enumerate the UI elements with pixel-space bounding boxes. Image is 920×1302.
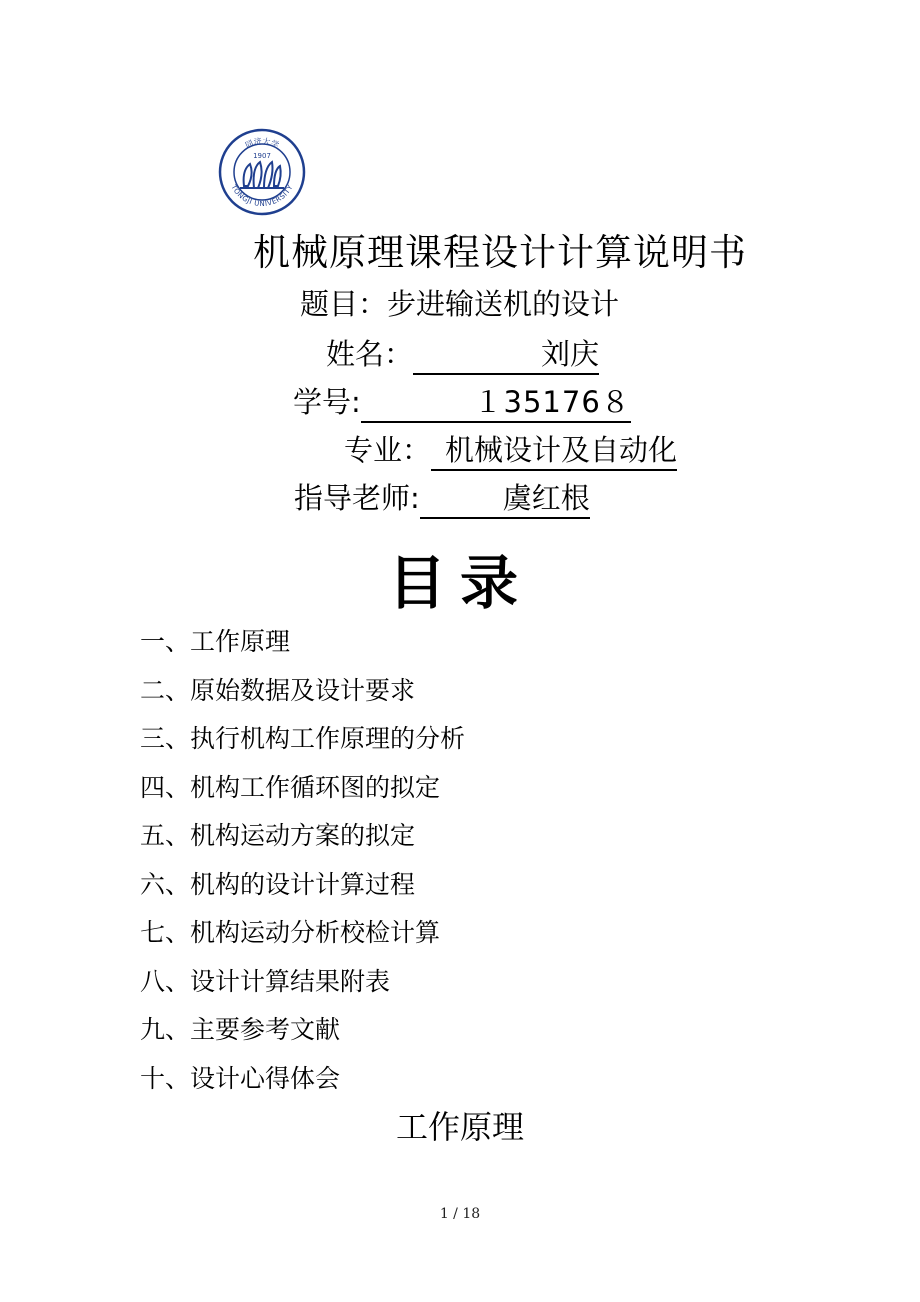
toc-item: 九、主要参考文献 (140, 1015, 341, 1044)
document-title: 机械原理课程设计计算说明书 (253, 231, 747, 274)
student-id-row (293, 382, 631, 423)
major-row (344, 430, 677, 471)
toc-item: 一、工作原理 (140, 627, 291, 656)
toc-item: 八、设计计算结果附表 (140, 966, 391, 996)
student-id-value: １35176８ (361, 384, 631, 423)
name-label: 姓名： (326, 337, 414, 371)
toc-item: 六、机构的设计计算过程 (140, 869, 416, 899)
name-row (326, 334, 599, 375)
advisor-label: 指导老师: (294, 481, 420, 515)
toc-item: 二、原始数据及设计要求 (140, 675, 416, 705)
student-id-label: 学号: (293, 385, 361, 419)
topic-row (300, 284, 619, 324)
toc-item: 十、设计心得体会 (140, 1063, 341, 1093)
toc-heading: 目录 (387, 549, 532, 617)
logo-text-bottom: TONGJI UNIVERSITY (229, 183, 295, 209)
logo-text-top: 同济大学 (243, 136, 281, 151)
university-logo (218, 128, 306, 216)
topic-label: 题目： (300, 287, 388, 321)
page-number: 1 / 18 (439, 1206, 481, 1222)
section-heading: 工作原理 (395, 1108, 524, 1146)
toc-item: 三、执行机构工作原理的分析 (140, 724, 466, 753)
major-value: 机械设计及自动化 (431, 432, 677, 471)
advisor-row (294, 478, 590, 519)
name-value: 刘庆 (413, 336, 599, 375)
table-of-contents (140, 618, 465, 1103)
toc-item: 四、机构工作循环图的拟定 (140, 772, 441, 802)
svg-text:同济大学 (244, 136, 281, 150)
logo-year: 1907 (253, 152, 271, 160)
topic-value: 步进输送机的设计 (387, 287, 620, 321)
toc-item: 七、机构运动分析校检计算 (140, 918, 441, 947)
major-label: 专业： (344, 433, 432, 467)
advisor-value: 虞红根 (420, 480, 590, 519)
toc-item: 五、机构运动方案的拟定 (140, 821, 416, 850)
